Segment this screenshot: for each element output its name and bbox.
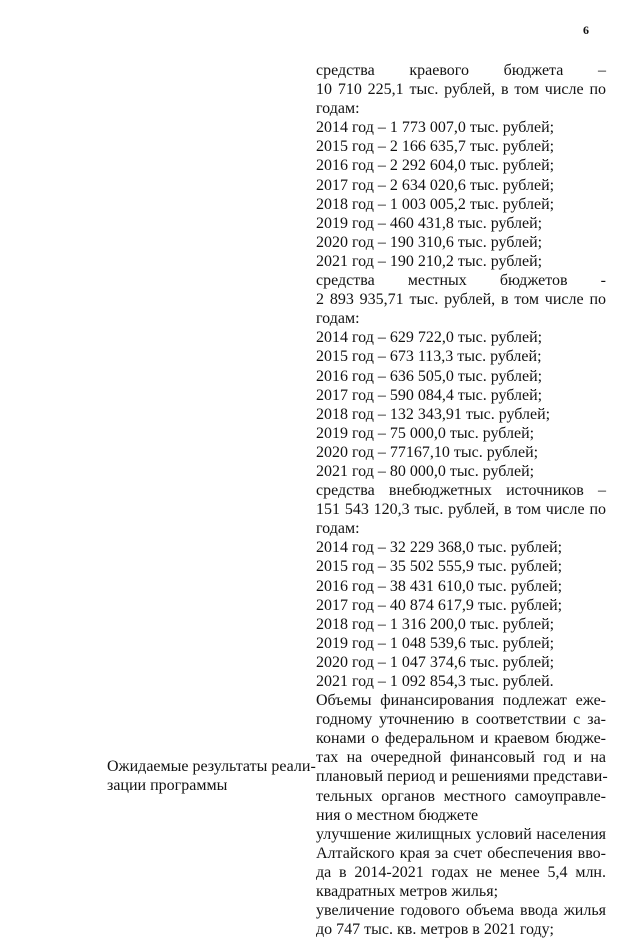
year-amount: 2014 год – 32 229 368,0 тыс. рублей;	[316, 539, 563, 557]
result-line: Алтайского края за счет обеспечения вво-	[316, 844, 606, 862]
extrabudget-header: средства внебюджетных источников –	[316, 482, 607, 500]
result-line: квадратных метров жилья;	[316, 883, 499, 901]
year-amount: 2015 год – 35 502 555,9 тыс. рублей;	[316, 558, 563, 576]
year-amount: 2017 год – 2 634 020,6 тыс. рублей;	[316, 176, 555, 194]
years-label: годам:	[316, 310, 360, 328]
housing-result	[316, 825, 606, 901]
year-amount: 2021 год – 1 092 854,3 тыс. рублей.	[316, 673, 554, 690]
year-amount: 2020 год – 190 310,6 тыс. рублей;	[316, 233, 543, 251]
annual-increase-result	[316, 901, 606, 939]
year-amount: 2016 год – 38 431 610,0 тыс. рублей;	[316, 577, 563, 595]
year-amount: 2018 год – 1 316 200,0 тыс. рублей;	[316, 615, 555, 633]
program-details-column	[316, 61, 606, 939]
extrabudget-total: 151 543 120,3 тыс. рублей, в том числе по	[316, 501, 606, 519]
year-amount: 2014 год – 629 722,0 тыс. рублей;	[316, 329, 543, 347]
regional-budget-total: 10 710 225,1 тыс. рублей, в том числе по	[316, 81, 606, 99]
year-amount: 2017 год – 40 874 617,9 тыс. рублей;	[316, 596, 563, 614]
year-amount: 2019 год – 1 048 539,6 тыс. рублей;	[316, 634, 555, 652]
label-line: Ожидаемые результаты реали-	[107, 758, 316, 775]
label-line: зации программы	[107, 777, 228, 794]
year-amount: 2017 год – 590 084,4 тыс. рублей;	[316, 386, 543, 404]
year-amount: 2016 год – 636 505,0 тыс. рублей;	[316, 367, 543, 385]
regional-budget-block	[316, 61, 606, 271]
result-line: увеличение годового объема ввода жилья	[316, 902, 606, 920]
note-line: годному уточнению в соответствии с за-	[316, 711, 606, 729]
local-budget-total: 2 893 935,71 тыс. рублей, в том числе по	[316, 291, 606, 309]
note-line: Объемы финансирования подлежат еже-	[316, 692, 606, 710]
note-line: тельных органов местного самоуправле-	[316, 787, 606, 805]
year-amount: 2020 год – 77167,10 тыс. рублей;	[316, 443, 539, 461]
year-amount: 2014 год – 1 773 007,0 тыс. рублей;	[316, 119, 555, 137]
year-amount: 2015 год – 2 166 635,7 тыс. рублей;	[316, 138, 555, 156]
note-line: конами о федеральном и краевом бюдже-	[316, 730, 606, 748]
financing-note	[316, 691, 606, 825]
year-amount: 2019 год – 75 000,0 тыс. рублей;	[316, 424, 535, 442]
local-budget-header: средства местных бюджетов -	[316, 272, 607, 290]
note-line: плановый период и решениями представи-	[316, 768, 608, 786]
year-amount: 2021 год – 190 210,2 тыс. рублей;	[316, 252, 543, 270]
year-amount: 2015 год – 673 113,3 тыс. рублей;	[316, 348, 542, 366]
years-label: годам:	[316, 100, 360, 118]
note-line: тах на очередной финансовый год и на	[316, 749, 606, 767]
note-line: ния о местном бюджете	[316, 806, 479, 824]
years-label: годам:	[316, 520, 360, 538]
extrabudget-block	[316, 481, 606, 691]
year-amount: 2018 год – 1 003 005,2 тыс. рублей;	[316, 195, 555, 213]
result-line: да в 2014-2021 годах не менее 5,4 млн.	[316, 863, 606, 881]
page-number: 6	[583, 23, 589, 37]
local-budget-block	[316, 271, 606, 481]
year-amount: 2020 год – 1 047 374,6 тыс. рублей;	[316, 653, 555, 671]
year-amount: 2016 год – 2 292 604,0 тыс. рублей;	[316, 157, 555, 175]
regional-budget-header: средства краевого бюджета –	[316, 62, 607, 79]
year-amount: 2021 год – 80 000,0 тыс. рублей;	[316, 462, 535, 480]
result-line: улучшение жилищных условий населения	[316, 825, 606, 843]
year-amount: 2018 год – 132 343,91 тыс. рублей;	[316, 405, 551, 423]
expected-results-label	[107, 757, 316, 795]
result-line: до 747 тыс. кв. метров в 2021 году;	[316, 921, 554, 939]
year-amount: 2019 год – 460 431,8 тыс. рублей;	[316, 214, 543, 232]
